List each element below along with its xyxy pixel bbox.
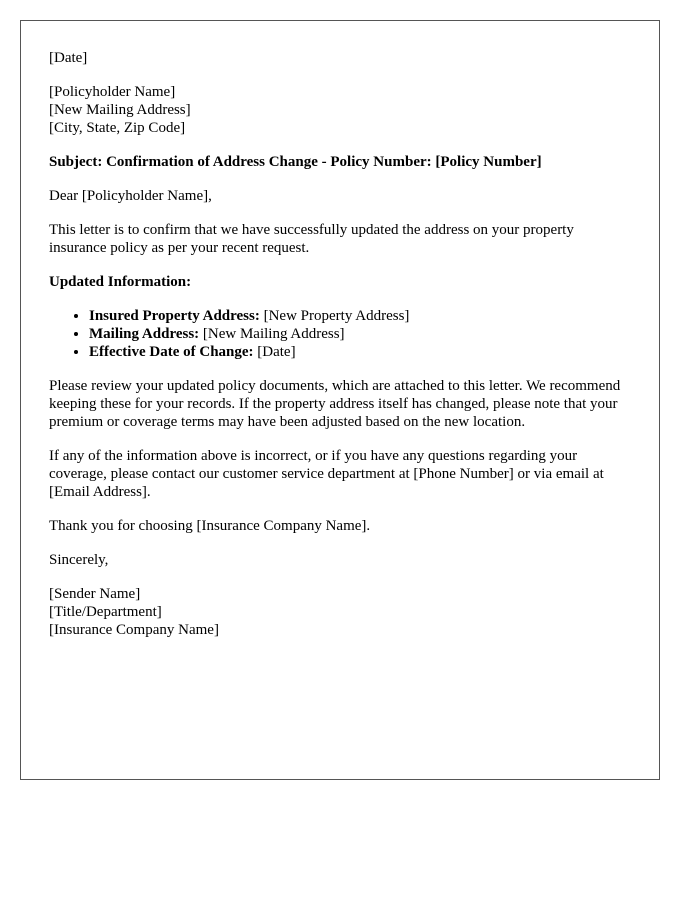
list-item xyxy=(89,307,631,325)
letter-date xyxy=(49,49,631,67)
recipient-address: [New Mailing Address] xyxy=(49,102,191,118)
sender-name: [Sender Name] xyxy=(49,586,141,602)
update-label: Effective Date of Change: xyxy=(89,344,254,360)
recipient-name: [Policyholder Name] xyxy=(49,84,176,100)
update-value: [New Mailing Address] xyxy=(202,326,345,342)
thanks-paragraph: Thank you for choosing [Insurance Company Name]. xyxy=(49,518,371,534)
salutation: Dear [Policyholder Name], xyxy=(49,188,212,204)
updated-info-heading: Updated Information: xyxy=(49,274,192,290)
subject-text: Confirmation of Address Change - Policy Number: [Policy Number] xyxy=(106,154,542,170)
update-label: Mailing Address: xyxy=(89,326,200,342)
closing: Sincerely, xyxy=(49,552,109,568)
update-value: [New Property Address] xyxy=(263,308,410,324)
subject-label: Subject: xyxy=(49,154,103,170)
list-item xyxy=(89,325,631,343)
update-value: [Date] xyxy=(257,344,296,360)
sender-company: [Insurance Company Name] xyxy=(49,622,219,638)
updated-info-list xyxy=(49,307,631,361)
intro-paragraph: This letter is to confirm that we have successfully updated the address on your property insurance policy as per your recent request. xyxy=(49,222,574,256)
review-paragraph: Please review your updated policy documents, which are attached to this letter. We recommend keeping these for your records. If the property address itself has changed, please note that your premium or coverage terms may have been adjusted based on the new location. xyxy=(49,378,621,430)
sender-title: [Title/Department] xyxy=(49,604,162,620)
recipient-address-block xyxy=(49,83,631,137)
contact-paragraph: If any of the information above is incorrect, or if you have any questions regarding your coverage, please contact our customer service department at [Phone Number] or via email at [Email Address]. xyxy=(49,448,604,500)
update-label: Insured Property Address: xyxy=(89,308,260,324)
signature-block xyxy=(49,585,631,639)
subject-line xyxy=(49,153,631,171)
date-text: [Date] xyxy=(49,50,88,66)
list-item xyxy=(89,343,631,361)
recipient-city-state-zip: [City, State, Zip Code] xyxy=(49,120,186,136)
letter-document xyxy=(20,20,660,780)
